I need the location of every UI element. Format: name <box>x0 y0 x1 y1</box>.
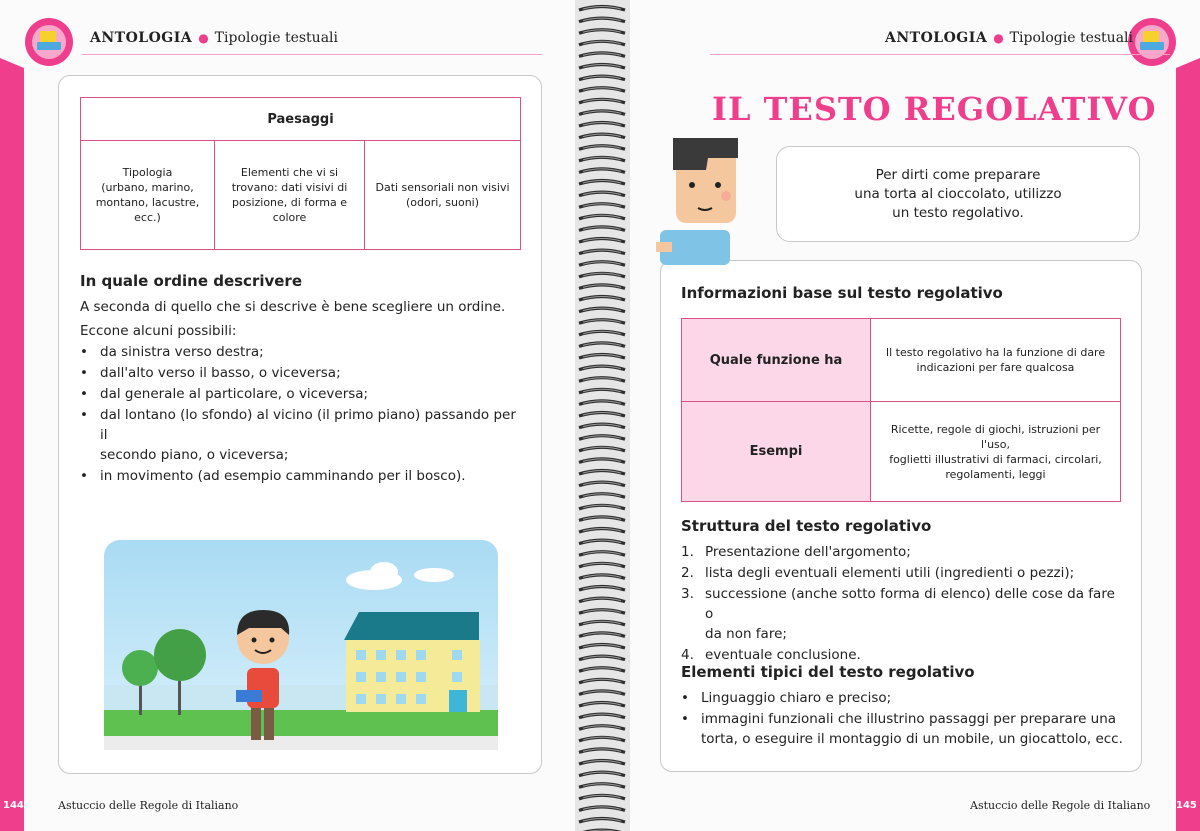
header-divider <box>82 54 542 55</box>
section-intro-2: Eccone alcuni possibili: <box>80 323 237 339</box>
list-item: • dal generale al particolare, o viceversa; <box>78 384 518 404</box>
page-edge-strip <box>0 58 24 831</box>
page-number: 144 <box>3 800 24 811</box>
page-footer: Astuccio delle Regole di Italiano <box>58 799 239 812</box>
book-icon-badge <box>1128 18 1176 66</box>
header-title: ANTOLOGIA <box>90 30 193 46</box>
section-title: In quale ordine descrivere <box>80 272 303 290</box>
section-intro: A seconda di quello che si descrive è bene scegliere un ordine. <box>80 299 506 315</box>
table-cell: Tipologia (urbano, marino, montano, lacustre, ecc.) <box>81 141 215 249</box>
list-item: • in movimento (ad esempio camminando per il bosco). <box>78 466 518 486</box>
list-item: 2. lista degli eventuali elementi utili (ingredienti o pezzi); <box>681 565 1075 581</box>
table-cell: Dati sensoriali non visivi (odori, suoni) <box>375 181 510 209</box>
info-table <box>681 318 1121 502</box>
book-icon <box>1140 31 1164 53</box>
running-header: ANTOLOGIA ● Tipologie testuali <box>885 30 1133 46</box>
book-icon-badge <box>25 18 73 66</box>
table-row <box>682 319 1120 402</box>
header-divider <box>710 54 1170 55</box>
table-key: Quale funzione ha <box>682 319 871 401</box>
page-number: 145 <box>1176 800 1197 811</box>
boy-avatar-icon <box>648 130 748 265</box>
table-row <box>682 402 1120 501</box>
header-subtitle: Tipologie testuali <box>214 30 338 46</box>
left-page <box>0 0 575 831</box>
elements-list <box>679 688 1129 750</box>
page-title: IL TESTO REGOLATIVO <box>712 90 1157 128</box>
landscape-illustration <box>104 540 498 750</box>
spiral-binding <box>575 0 630 831</box>
table-value: Il testo regolativo ha la funzione di dare indicazioni per fare qualcosa <box>885 346 1106 374</box>
table-header: Paesaggi <box>81 98 520 141</box>
page-edge-strip <box>1176 58 1200 831</box>
list-item: • Linguaggio chiaro e preciso; <box>679 688 1129 708</box>
book-icon <box>37 31 61 53</box>
info-title: Informazioni base sul testo regolativo <box>681 284 1003 302</box>
house-icon <box>344 612 480 712</box>
running-header: ANTOLOGIA ● Tipologie testuali <box>90 30 338 46</box>
header-subtitle: Tipologie testuali <box>1009 30 1133 46</box>
table-cell: Elementi che vi si trovano: dati visivi di posizione, di forma e colore <box>215 141 365 249</box>
speech-bubble: Per dirti come preparare una torta al cioccolato, utilizzo un testo regolativo. <box>776 146 1140 242</box>
table-value: Ricette, regole di giochi, istruzioni per l'uso, foglietti illustrativi di farmaci, circolari, regolamenti, leggi <box>889 422 1102 481</box>
page-footer: Astuccio delle Regole di Italiano <box>970 799 1151 812</box>
header-title: ANTOLOGIA <box>885 30 988 46</box>
table-key: Esempi <box>682 402 871 501</box>
list-item: • da sinistra verso destra; <box>78 342 518 362</box>
elements-title: Elementi tipici del testo regolativo <box>681 663 975 681</box>
order-list <box>78 342 518 487</box>
landscape-table <box>80 97 521 250</box>
list-item: 1. Presentazione dell'argomento; <box>681 544 911 560</box>
list-item: • dall'alto verso il basso, o viceversa; <box>78 363 518 383</box>
structure-list <box>681 542 1121 666</box>
structure-title: Struttura del testo regolativo <box>681 517 932 535</box>
list-item: 4. eventuale conclusione. <box>681 647 861 663</box>
list-item: • dal lontano (lo sfondo) al vicino (il primo piano) passando per il secondo piano, o viceversa; <box>78 405 518 465</box>
list-item: • immagini funzionali che illustrino passaggi per preparare una torta, o eseguire il montaggio di un mobile, un giocattolo, ecc. <box>679 709 1129 749</box>
list-item: 3. successione (anche sotto forma di elenco) delle cose da fare o da non fare; <box>681 586 1115 642</box>
right-page <box>630 0 1200 831</box>
